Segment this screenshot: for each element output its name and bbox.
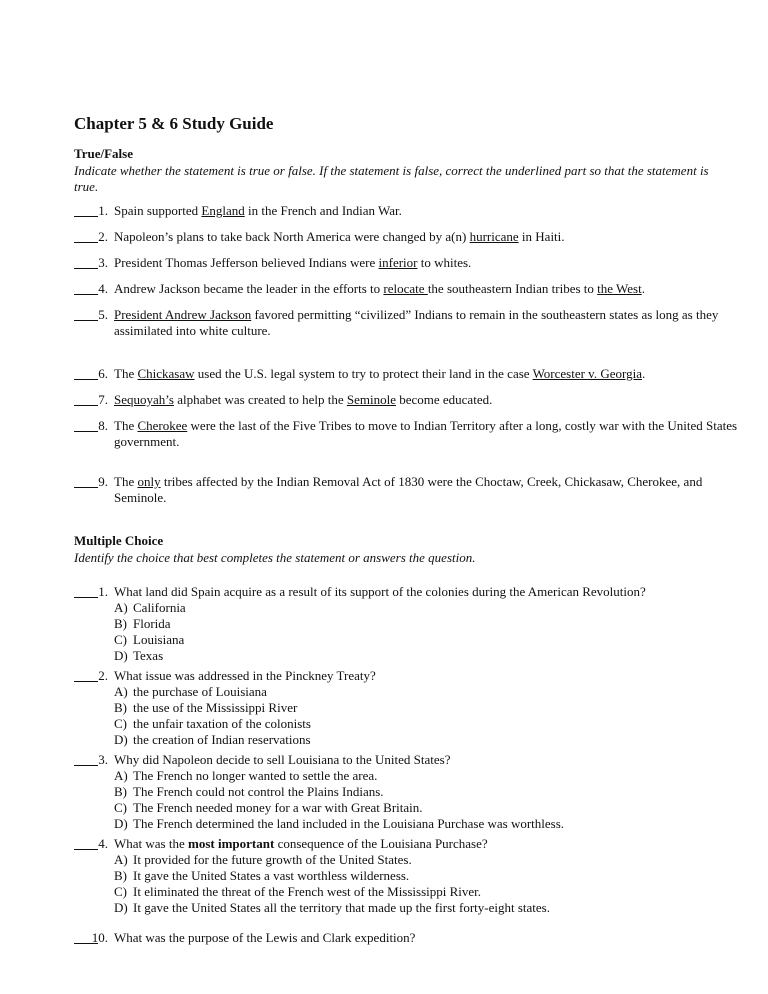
text-segment: .: [641, 366, 646, 381]
underlined-term: hurricane: [469, 229, 519, 244]
option-text: the unfair taxation of the colonists: [133, 716, 311, 731]
option-letter: D): [114, 732, 128, 747]
option-letter: D): [114, 816, 128, 831]
underlined-term: Seminole: [346, 392, 396, 407]
underlined-term: Worcester v. Georgia: [532, 366, 642, 381]
answer-option: [114, 732, 754, 748]
text-segment: favored permitting “civilized” Indians to remain in the southeastern states as long as they assimilated into white culture.: [114, 307, 719, 338]
answer-option: [114, 600, 754, 616]
question-number: 3.: [98, 255, 108, 270]
question-number: 2.: [98, 229, 108, 244]
text-segment: tribes affected by the Indian Removal Act of 1830 were the Choctaw, Creek, Chickasaw, Cherokee, and Seminole.: [114, 474, 703, 505]
option-text: It gave the United States a vast worthless wilderness.: [133, 868, 410, 883]
question-text: [114, 229, 754, 245]
text-segment: Andrew Jackson became the leader in the efforts to: [114, 281, 384, 296]
underlined-term: President Andrew Jackson: [114, 307, 252, 322]
answer-option: [114, 716, 754, 732]
text-segment: Spain supported: [114, 203, 202, 218]
question-text: [114, 255, 754, 271]
answer-option: [114, 816, 754, 832]
text-segment: in the French and Indian War.: [244, 203, 402, 218]
question-number: 2.: [98, 668, 108, 683]
answer-option: [114, 800, 754, 816]
question-text: [114, 752, 754, 832]
question-text: [114, 474, 754, 506]
answer-option: [114, 868, 754, 884]
question-text: [114, 366, 754, 382]
text-segment: alphabet was created to help the: [173, 392, 347, 407]
option-letter: C): [114, 800, 127, 815]
text-segment: President Thomas Jefferson believed Indians were: [114, 255, 379, 270]
underlined-term: England: [201, 203, 245, 218]
underlined-term: Sequoyah’s: [114, 392, 174, 407]
question-text: [114, 392, 754, 408]
option-letter: B): [114, 700, 127, 715]
text-segment: What was the: [114, 836, 189, 851]
text-segment: in Haiti.: [518, 229, 565, 244]
question-number: 7.: [98, 392, 108, 407]
underlined-term: relocate: [383, 281, 428, 296]
option-letter: A): [114, 684, 128, 699]
underlined-term: Cherokee: [137, 418, 188, 433]
option-letter: A): [114, 768, 128, 783]
option-text: It gave the United States all the territory that made up the first forty-eight states.: [133, 900, 550, 915]
answer-option: [114, 616, 754, 632]
document-title: Chapter 5 & 6 Study Guide: [74, 114, 274, 133]
option-text: the creation of Indian reservations: [133, 732, 311, 747]
question-number: 3.: [98, 752, 108, 767]
answer-option: [114, 684, 754, 700]
question-number: 4.: [98, 836, 108, 851]
text-segment: What issue was addressed in the Pinckney Treaty?: [114, 668, 376, 683]
option-letter: C): [114, 632, 127, 647]
option-text: It provided for the future growth of the United States.: [133, 852, 412, 867]
answer-option: [114, 852, 754, 868]
question-number: 1.: [98, 203, 108, 218]
option-text: Florida: [133, 616, 171, 631]
question-number: 10.: [91, 930, 108, 945]
text-segment: consequence of the Louisiana Purchase?: [274, 836, 488, 851]
answer-option: [114, 768, 754, 784]
text-segment: Why did Napoleon decide to sell Louisiana to the United States?: [114, 752, 451, 767]
question-text: [114, 584, 754, 664]
option-text: the use of the Mississippi River: [133, 700, 298, 715]
question-text: [114, 836, 754, 916]
question-text: [114, 668, 754, 748]
underlined-term: Chickasaw: [137, 366, 195, 381]
option-letter: B): [114, 868, 127, 883]
text-segment: become educated.: [395, 392, 493, 407]
multiple-choice-heading: Multiple Choice: [74, 533, 164, 548]
option-text: California: [133, 600, 186, 615]
question-number: 4.: [98, 281, 108, 296]
text-segment: were the last of the Five Tribes to move to Indian Territory after a long, costly war with the United States government.: [114, 418, 738, 449]
underlined-term: only: [137, 474, 161, 489]
option-letter: B): [114, 616, 127, 631]
answer-option: [114, 648, 754, 664]
option-text: the purchase of Louisiana: [133, 684, 267, 699]
option-letter: B): [114, 784, 127, 799]
underlined-term: the West: [597, 281, 642, 296]
underlined-term: inferior: [378, 255, 418, 270]
option-text: The French needed money for a war with Great Britain.: [133, 800, 423, 815]
option-text: Texas: [133, 648, 164, 663]
question-number: 5.: [98, 307, 108, 322]
question-text: [114, 307, 754, 339]
text-segment: What land did Spain acquire as a result of its support of the colonies during the American Revolution?: [114, 584, 646, 599]
option-letter: A): [114, 852, 128, 867]
text-segment: The: [114, 474, 138, 489]
option-letter: C): [114, 884, 127, 899]
text-segment: .: [641, 281, 645, 296]
option-text: It eliminated the threat of the French west of the Mississippi River.: [133, 884, 482, 899]
option-text: The French determined the land included in the Louisiana Purchase was worthless.: [133, 816, 565, 831]
text-segment: What was the purpose of the Lewis and Clark expedition?: [114, 930, 416, 945]
text-segment: to whites.: [417, 255, 472, 270]
option-letter: D): [114, 900, 128, 915]
question-text: [114, 930, 754, 946]
question-number: 8.: [98, 418, 108, 433]
option-letter: A): [114, 600, 128, 615]
bold-text: most important: [188, 836, 275, 851]
question-number: 9.: [98, 474, 108, 489]
option-letter: C): [114, 716, 127, 731]
question-text: [114, 203, 754, 219]
question-text: [114, 281, 754, 297]
answer-option: [114, 900, 754, 916]
option-text: The French could not control the Plains Indians.: [133, 784, 384, 799]
multiple-choice-instructions: Identify the choice that best completes the statement or answers the question.: [74, 550, 476, 565]
answer-option: [114, 700, 754, 716]
option-text: The French no longer wanted to settle the area.: [133, 768, 378, 783]
text-segment: the southeastern Indian tribes to: [427, 281, 598, 296]
text-segment: The: [114, 418, 138, 433]
option-text: Louisiana: [133, 632, 185, 647]
question-text: [114, 418, 754, 450]
text-segment: Napoleon’s plans to take back North America were changed by a(n): [114, 229, 470, 244]
true-false-instructions: Indicate whether the statement is true or false. If the statement is false, correct the underlined part so that the statement is true.: [74, 163, 709, 194]
question-number: 6.: [98, 366, 108, 381]
true-false-heading: True/False: [74, 146, 133, 161]
answer-option: [114, 884, 754, 900]
text-segment: used the U.S. legal system to try to protect their land in the case: [194, 366, 533, 381]
question-number: 1.: [98, 584, 108, 599]
answer-option: [114, 784, 754, 800]
answer-option: [114, 632, 754, 648]
option-letter: D): [114, 648, 128, 663]
text-segment: The: [114, 366, 138, 381]
